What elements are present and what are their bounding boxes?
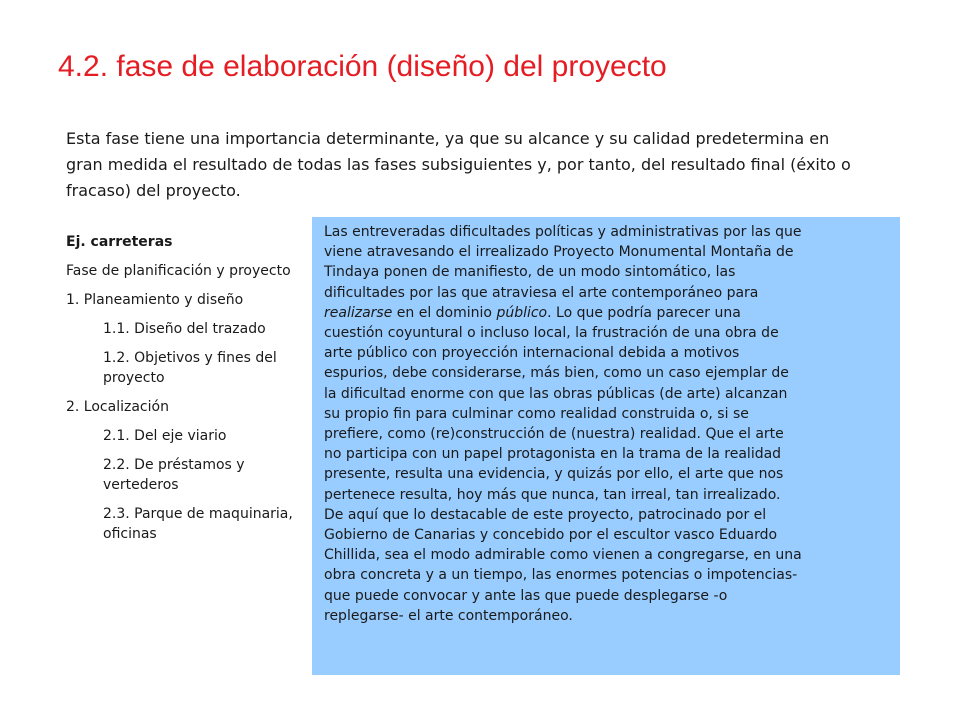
italic-term: realizarse (324, 304, 393, 321)
outline-subitem: 1.2. Objetivos y fines del proyecto (103, 350, 277, 386)
quote-line: prefiere, como (re)construcción de (nuestra) realidad. Que el arte (324, 426, 784, 443)
outline-item: Fase de planificación y proyecto (66, 263, 291, 279)
quote-line: viene atravesando el irrealizado Proyecto Monumental Montaña de (324, 244, 794, 261)
quote-line: su propio fin para culminar como realidad construida o, si se (324, 405, 749, 422)
quote-box (312, 217, 900, 675)
quote-line: Tindaya ponen de manifiesto, de un modo sintomático, las (324, 264, 736, 281)
outline-subitem: 2.1. Del eje viario (103, 428, 227, 444)
example-heading: Ej. carreteras (66, 234, 173, 250)
quote-line: dificultades por las que atraviesa el arte contemporáneo para (324, 284, 759, 301)
quote-line: De aquí que lo destacable de este proyecto, patrocinado por el (324, 506, 767, 523)
example-outline (66, 232, 296, 553)
quote-line (324, 303, 890, 323)
quote-fragment: . Lo que podría parecer una (547, 304, 741, 321)
quote-line: Chillida, sea el modo admirable como vienen a congregarse, en una (324, 547, 802, 564)
quote-line: que puede convocar y ante las que puede desplegarse -o (324, 587, 728, 604)
quote-line: pertenece resulta, hoy más que nunca, tan irreal, tan irrealizado. (324, 486, 781, 503)
outline-item: 2. Localización (66, 399, 169, 415)
quote-line: no participa con un papel protagonista en la trama de la realidad (324, 446, 782, 463)
italic-term: público (496, 304, 548, 321)
outline-subitem: 2.2. De préstamos y vertederos (103, 457, 245, 493)
quote-line: obra concreta y a un tiempo, las enormes potencias o impotencias- (324, 567, 798, 584)
outline-subitem: 1.1. Diseño del trazado (103, 321, 266, 337)
quote-line: la dificultad enorme con que las obras públicas (de arte) alcanzan (324, 385, 788, 402)
quote-line: cuestión coyuntural o incluso local, la frustración de una obra de (324, 325, 779, 342)
quote-line: arte público con proyección internacional debida a motivos (324, 345, 740, 362)
slide-title: 4.2. fase de elaboración (diseño) del proyecto (58, 50, 667, 83)
quote-fragment: en el dominio (396, 304, 492, 321)
quote-line: Las entreveradas dificultades políticas y administrativas por las que (324, 224, 802, 240)
outline-subitem: 2.3. Parque de maquinaria, oficinas (103, 506, 293, 542)
quote-line: Gobierno de Canarias y concebido por el escultor vasco Eduardo (324, 527, 778, 544)
outline-item: 1. Planeamiento y diseño (66, 292, 244, 308)
quote-line: espurios, debe considerarse, más bien, como un caso ejemplar de (324, 365, 789, 382)
quote-line: replegarse- el arte contemporáneo. (324, 607, 573, 624)
intro-paragraph: Esta fase tiene una importancia determinante, ya que su alcance y su calidad predetermina en gran medida el resultado de todas las fases subsiguientes y, por tanto, del resultado final (éxito o fracaso) del proyecto. (66, 129, 851, 200)
quote-line: presente, resulta una evidencia, y quizás por ello, el arte que nos (324, 466, 784, 483)
